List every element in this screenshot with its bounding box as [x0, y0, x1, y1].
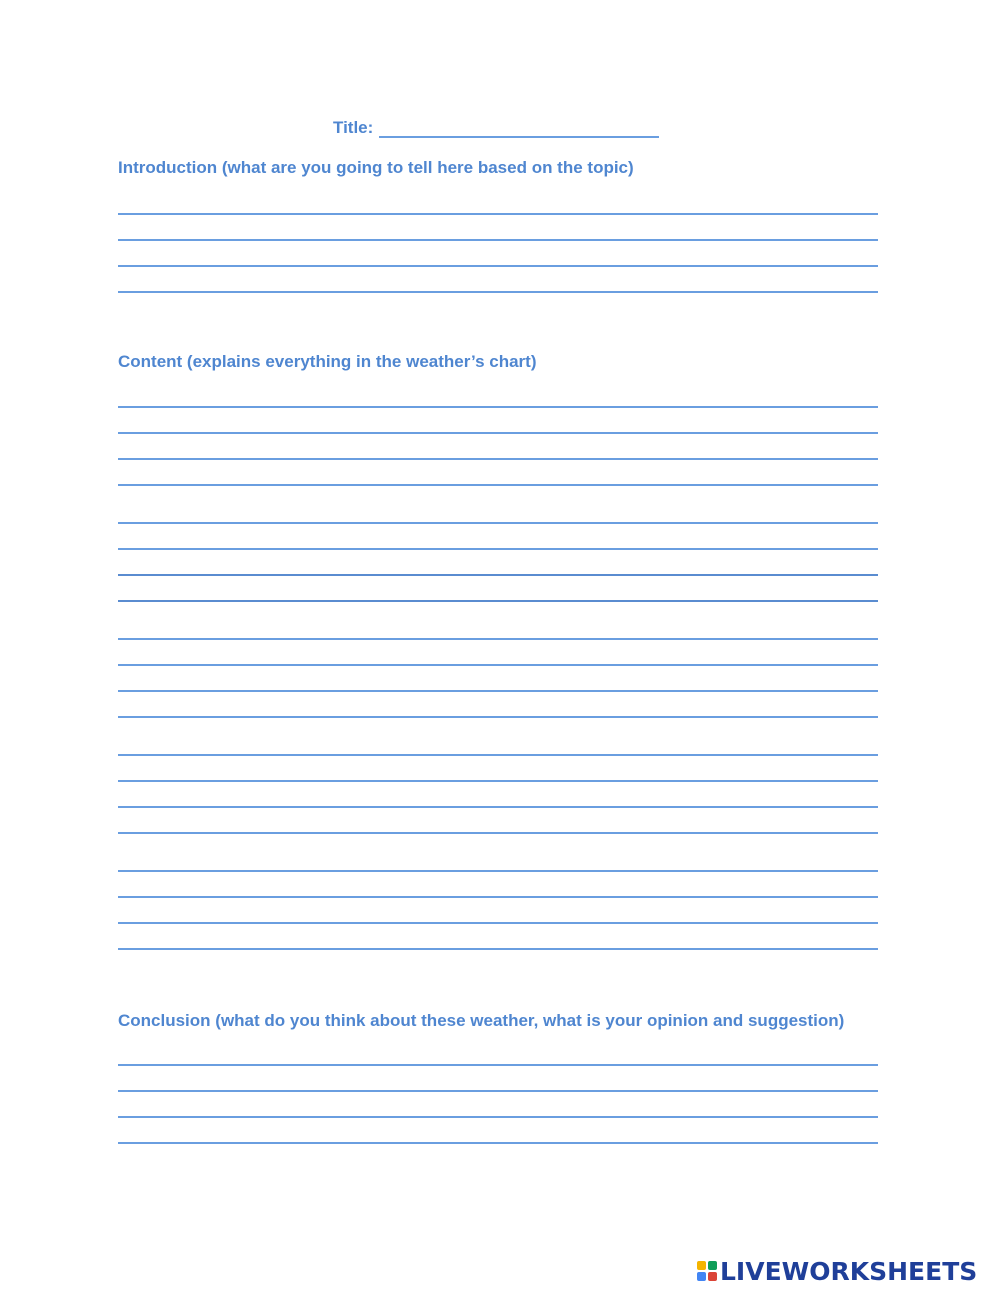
- worksheet-title-row: [333, 118, 659, 138]
- writing-line[interactable]: [118, 870, 878, 872]
- writing-line[interactable]: [118, 754, 878, 756]
- content-heading: Content (explains everything in the weather’s chart): [118, 352, 537, 371]
- introduction-heading: Introduction (what are you going to tell here based on the topic): [118, 158, 634, 177]
- writing-line[interactable]: [118, 690, 878, 692]
- writing-line[interactable]: [118, 806, 878, 808]
- liveworksheets-logo: [697, 1256, 977, 1286]
- writing-line[interactable]: [118, 716, 878, 718]
- writing-line[interactable]: [118, 432, 878, 434]
- logo-text: LIVEWORKSHEETS: [720, 1256, 978, 1286]
- writing-line[interactable]: [118, 406, 878, 408]
- writing-line[interactable]: [118, 574, 878, 576]
- writing-line[interactable]: [118, 291, 878, 293]
- writing-line[interactable]: [118, 600, 878, 602]
- writing-line[interactable]: [118, 1116, 878, 1118]
- writing-line[interactable]: [118, 1142, 878, 1144]
- writing-line[interactable]: [118, 1090, 878, 1092]
- logo-blocks-icon: [697, 1261, 717, 1281]
- writing-line[interactable]: [118, 239, 878, 241]
- writing-line[interactable]: [118, 1064, 878, 1066]
- writing-line[interactable]: [118, 780, 878, 782]
- conclusion-heading: Conclusion (what do you think about these weather, what is your opinion and suggestion): [118, 1011, 845, 1030]
- writing-line[interactable]: [118, 948, 878, 950]
- writing-line[interactable]: [118, 896, 878, 898]
- writing-line[interactable]: [118, 458, 878, 460]
- writing-line[interactable]: [118, 922, 878, 924]
- writing-line[interactable]: [118, 213, 878, 215]
- writing-line[interactable]: [118, 265, 878, 267]
- writing-line[interactable]: [118, 638, 878, 640]
- writing-line[interactable]: [118, 832, 878, 834]
- title-answer-blank[interactable]: [379, 118, 659, 138]
- writing-line[interactable]: [118, 548, 878, 550]
- title-label: Title:: [333, 118, 374, 137]
- writing-line[interactable]: [118, 484, 878, 486]
- writing-line[interactable]: [118, 522, 878, 524]
- writing-line[interactable]: [118, 664, 878, 666]
